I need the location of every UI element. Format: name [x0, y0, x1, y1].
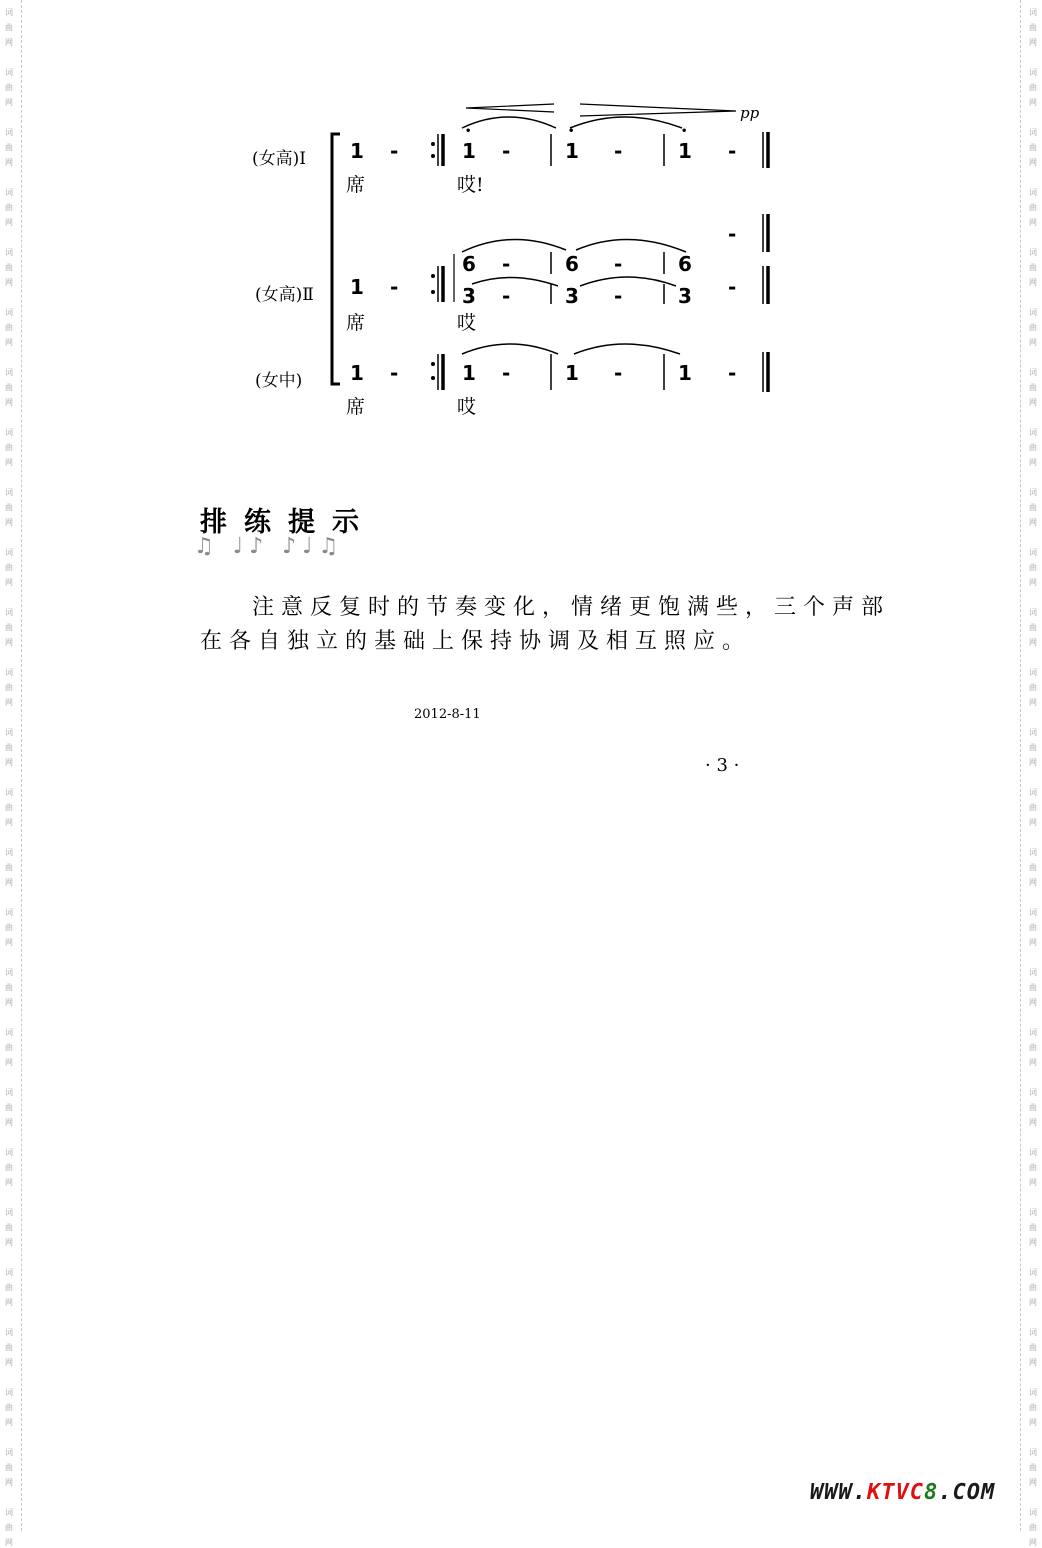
watermark-char: 网: [5, 1418, 13, 1427]
lyric: 哎: [457, 396, 477, 418]
watermark-char: 网: [1029, 1298, 1037, 1307]
note-dash: -: [614, 252, 623, 276]
watermark-char: 曲: [5, 1043, 13, 1052]
score-lines: [0, 0, 1042, 460]
note-dash: -: [614, 361, 623, 385]
watermark-char: 曲: [5, 923, 13, 932]
watermark-char: 网: [1029, 938, 1037, 947]
watermark-char: 曲: [5, 23, 13, 32]
note-dash: -: [502, 252, 511, 276]
watermark-char: 词: [5, 8, 13, 17]
watermark-char: 曲: [1029, 1463, 1037, 1472]
site-logo-part: .COM: [938, 1480, 996, 1505]
note-dash: -: [502, 139, 511, 163]
watermark-char: 词: [5, 728, 13, 737]
watermark-char: 词: [1029, 1028, 1037, 1037]
watermark-char: 网: [1029, 278, 1037, 287]
watermark-char: 曲: [1029, 1223, 1037, 1232]
watermark-char: 词: [5, 1508, 13, 1517]
watermark-char: 词: [5, 188, 13, 197]
watermark-char: 网: [1029, 1058, 1037, 1067]
watermark-char: 曲: [5, 743, 13, 752]
watermark-char: 网: [5, 698, 13, 707]
note-dash: -: [390, 139, 399, 163]
note: 6: [678, 252, 692, 276]
watermark-char: 网: [5, 38, 13, 47]
watermark-char: 网: [1029, 398, 1037, 407]
watermark-char: 曲: [1029, 503, 1037, 512]
part-label-soprano-1: (女高)Ⅰ: [252, 149, 306, 169]
note: 1: [565, 139, 579, 163]
watermark-char: 词: [1029, 728, 1037, 737]
watermark-char: 曲: [1029, 1403, 1037, 1412]
watermark-char: 曲: [1029, 263, 1037, 272]
watermark-char: 曲: [5, 1523, 13, 1532]
note-dash: -: [614, 139, 623, 163]
watermark-char: 曲: [1029, 1523, 1037, 1532]
watermark-char: 网: [1029, 458, 1037, 467]
watermark-char: 词: [5, 1268, 13, 1277]
watermark-char: 网: [5, 218, 13, 227]
note-dash: -: [728, 139, 737, 163]
watermark-char: 词: [5, 248, 13, 257]
watermark-char: 词: [5, 1208, 13, 1217]
note: 1: [565, 361, 579, 385]
watermark-char: 网: [5, 1178, 13, 1187]
watermark-char: 词: [1029, 548, 1037, 557]
watermark-char: 曲: [5, 83, 13, 92]
note: 1: [350, 139, 364, 163]
watermark-char: 词: [5, 368, 13, 377]
page-number: · 3 ·: [705, 755, 740, 776]
note: 1: [462, 139, 476, 163]
rehearsal-text-line-2: 在各自独立的基础上保持协调及相互照应。: [200, 629, 752, 654]
watermark-char: 词: [1029, 68, 1037, 77]
note-dash: -: [390, 361, 399, 385]
watermark-char: 网: [1029, 1478, 1037, 1487]
note: 1: [678, 139, 692, 163]
watermark-char: 词: [1029, 1388, 1037, 1397]
watermark-char: 网: [1029, 38, 1037, 47]
watermark-char: 词: [5, 968, 13, 977]
rehearsal-text-line-1: 注意反复时的节奏变化，情绪更饱满些，三个声部: [252, 595, 891, 620]
watermark-char: 词: [1029, 1088, 1037, 1097]
watermark-char: 词: [5, 848, 13, 857]
note-dash: -: [502, 284, 511, 308]
watermark-char: 词: [5, 488, 13, 497]
note: 1: [678, 361, 692, 385]
watermark-char: 词: [5, 1028, 13, 1037]
site-logo[interactable]: [810, 1480, 995, 1505]
watermark-char: 曲: [5, 863, 13, 872]
high-octave-dot: •: [681, 126, 688, 137]
watermark-char: 网: [1029, 1118, 1037, 1127]
watermark-char: 网: [1029, 818, 1037, 827]
watermark-char: 网: [1029, 1538, 1037, 1547]
watermark-char: 词: [5, 1088, 13, 1097]
watermark-char: 词: [1029, 488, 1037, 497]
watermark-char: 网: [1029, 1358, 1037, 1367]
watermark-char: 曲: [5, 203, 13, 212]
note: 6: [565, 252, 579, 276]
watermark-char: 词: [5, 788, 13, 797]
watermark-char: 曲: [5, 1403, 13, 1412]
watermark-char: 曲: [1029, 1283, 1037, 1292]
watermark-char: 曲: [5, 1163, 13, 1172]
watermark-char: 曲: [1029, 23, 1037, 32]
watermark-char: 网: [5, 1538, 13, 1547]
watermark-char: 词: [5, 1448, 13, 1457]
watermark-char: 曲: [5, 1343, 13, 1352]
watermark-char: 网: [5, 878, 13, 887]
watermark-char: 词: [1029, 1208, 1037, 1217]
watermark-char: 网: [5, 578, 13, 587]
watermark-char: 曲: [1029, 1343, 1037, 1352]
watermark-char: 词: [5, 128, 13, 137]
lyric: 席: [346, 312, 366, 334]
note-dash: -: [390, 275, 399, 299]
watermark-char: 曲: [5, 383, 13, 392]
watermark-char: 网: [1029, 338, 1037, 347]
watermark-char: 曲: [1029, 983, 1037, 992]
watermark-char: 词: [5, 308, 13, 317]
watermark-char: 网: [5, 1118, 13, 1127]
watermark-char: 网: [5, 398, 13, 407]
watermark-char: 词: [5, 68, 13, 77]
watermark-char: 词: [1029, 248, 1037, 257]
watermark-char: 网: [5, 998, 13, 1007]
watermark-char: 网: [5, 458, 13, 467]
watermark-char: 曲: [5, 263, 13, 272]
watermark-char: 网: [1029, 998, 1037, 1007]
watermark-char: 网: [1029, 638, 1037, 647]
watermark-char: 词: [1029, 188, 1037, 197]
lyric: 哎!: [457, 174, 484, 196]
watermark-char: 词: [1029, 1328, 1037, 1337]
watermark-char: 词: [1029, 308, 1037, 317]
watermark-char: 词: [1029, 8, 1037, 17]
watermark-char: 网: [5, 1358, 13, 1367]
site-logo-part: 8: [923, 1480, 939, 1505]
watermark-char: 曲: [5, 803, 13, 812]
watermark-char: 词: [5, 1328, 13, 1337]
watermark-char: 网: [1029, 1238, 1037, 1247]
watermark-char: 词: [1029, 1448, 1037, 1457]
watermark-char: 词: [1029, 908, 1037, 917]
watermark-char: 网: [1029, 878, 1037, 887]
watermark-char: 词: [5, 548, 13, 557]
note-dash: -: [728, 361, 737, 385]
part-label-soprano-2: (女高)Ⅱ: [255, 285, 314, 305]
music-note-icons: ♫ ♩♪ ♪♩♫: [194, 534, 345, 559]
watermark-char: 曲: [1029, 623, 1037, 632]
watermark-char: 曲: [5, 1223, 13, 1232]
watermark-char: 曲: [1029, 563, 1037, 572]
rehearsal-title: 排练提示: [200, 507, 376, 538]
watermark-char: 网: [5, 1298, 13, 1307]
watermark-char: 网: [1029, 758, 1037, 767]
watermark-char: 词: [1029, 1268, 1037, 1277]
watermark-char: 曲: [1029, 443, 1037, 452]
watermark-char: 词: [5, 908, 13, 917]
watermark-char: 词: [5, 1148, 13, 1157]
watermark-char: 曲: [1029, 383, 1037, 392]
site-logo-part: WWW.: [810, 1480, 867, 1505]
watermark-char: 曲: [5, 1103, 13, 1112]
watermark-char: 网: [5, 1058, 13, 1067]
watermark-char: 网: [5, 158, 13, 167]
watermark-char: 曲: [5, 1463, 13, 1472]
lyric: 哎: [457, 312, 477, 334]
watermark-char: 网: [5, 98, 13, 107]
watermark-char: 曲: [1029, 83, 1037, 92]
watermark-char: 词: [5, 608, 13, 617]
watermark-char: 词: [1029, 968, 1037, 977]
watermark-char: 词: [1029, 1148, 1037, 1157]
note: 3: [678, 284, 692, 308]
watermark-char: 网: [5, 638, 13, 647]
high-octave-dot: •: [465, 126, 472, 137]
note: 1: [462, 361, 476, 385]
watermark-char: 曲: [1029, 203, 1037, 212]
watermark-char: 网: [1029, 158, 1037, 167]
watermark-char: 网: [1029, 518, 1037, 527]
watermark-char: 曲: [1029, 683, 1037, 692]
watermark-char: 曲: [5, 563, 13, 572]
watermark-char: 词: [1029, 608, 1037, 617]
dynamic-marking: pp: [740, 104, 760, 122]
note: 1: [350, 275, 364, 299]
watermark-char: 网: [5, 338, 13, 347]
watermark-char: 词: [1029, 1508, 1037, 1517]
watermark-char: 曲: [5, 983, 13, 992]
watermark-char: 词: [1029, 668, 1037, 677]
watermark-char: 网: [1029, 1178, 1037, 1187]
watermark-char: 曲: [5, 1283, 13, 1292]
watermark-char: 曲: [1029, 923, 1037, 932]
watermark-char: 词: [5, 1388, 13, 1397]
watermark-char: 词: [1029, 788, 1037, 797]
watermark-char: 曲: [5, 443, 13, 452]
watermark-char: 曲: [1029, 1103, 1037, 1112]
watermark-char: 网: [5, 518, 13, 527]
watermark-char: 网: [5, 1478, 13, 1487]
note: 1: [350, 361, 364, 385]
site-logo-part: KTVC: [866, 1480, 924, 1505]
watermark-char: 曲: [5, 503, 13, 512]
note-dash: -: [728, 222, 737, 246]
watermark-char: 曲: [5, 683, 13, 692]
note-dash: -: [728, 275, 737, 299]
watermark-char: 网: [5, 278, 13, 287]
note: 3: [565, 284, 579, 308]
note-dash: -: [614, 284, 623, 308]
date: 2012-8-11: [414, 707, 481, 722]
watermark-char: 网: [5, 1238, 13, 1247]
note: 3: [462, 284, 476, 308]
part-label-alto: (女中): [255, 371, 303, 391]
watermark-char: 曲: [5, 323, 13, 332]
watermark-char: 词: [1029, 368, 1037, 377]
watermark-char: 网: [1029, 578, 1037, 587]
watermark-char: 网: [5, 758, 13, 767]
watermark-char: 曲: [1029, 743, 1037, 752]
watermark-char: 词: [1029, 428, 1037, 437]
watermark-char: 曲: [1029, 803, 1037, 812]
watermark-char: 曲: [1029, 1043, 1037, 1052]
watermark-char: 曲: [1029, 1163, 1037, 1172]
watermark-char: 曲: [5, 143, 13, 152]
watermark-char: 词: [5, 428, 13, 437]
watermark-char: 网: [1029, 698, 1037, 707]
watermark-char: 网: [5, 938, 13, 947]
watermark-char: 曲: [1029, 143, 1037, 152]
note: 6: [462, 252, 476, 276]
note-dash: -: [502, 361, 511, 385]
watermark-char: 网: [5, 818, 13, 827]
watermark-char: 网: [1029, 1418, 1037, 1427]
watermark-char: 词: [5, 668, 13, 677]
watermark-char: 词: [1029, 848, 1037, 857]
lyric: 席: [346, 396, 366, 418]
lyric: 席: [346, 174, 366, 196]
watermark-char: 网: [1029, 98, 1037, 107]
watermark-char: 词: [1029, 128, 1037, 137]
watermark-char: 网: [1029, 218, 1037, 227]
watermark-char: 曲: [5, 623, 13, 632]
watermark-char: 曲: [1029, 863, 1037, 872]
watermark-char: 曲: [1029, 323, 1037, 332]
high-octave-dot: •: [568, 126, 575, 137]
